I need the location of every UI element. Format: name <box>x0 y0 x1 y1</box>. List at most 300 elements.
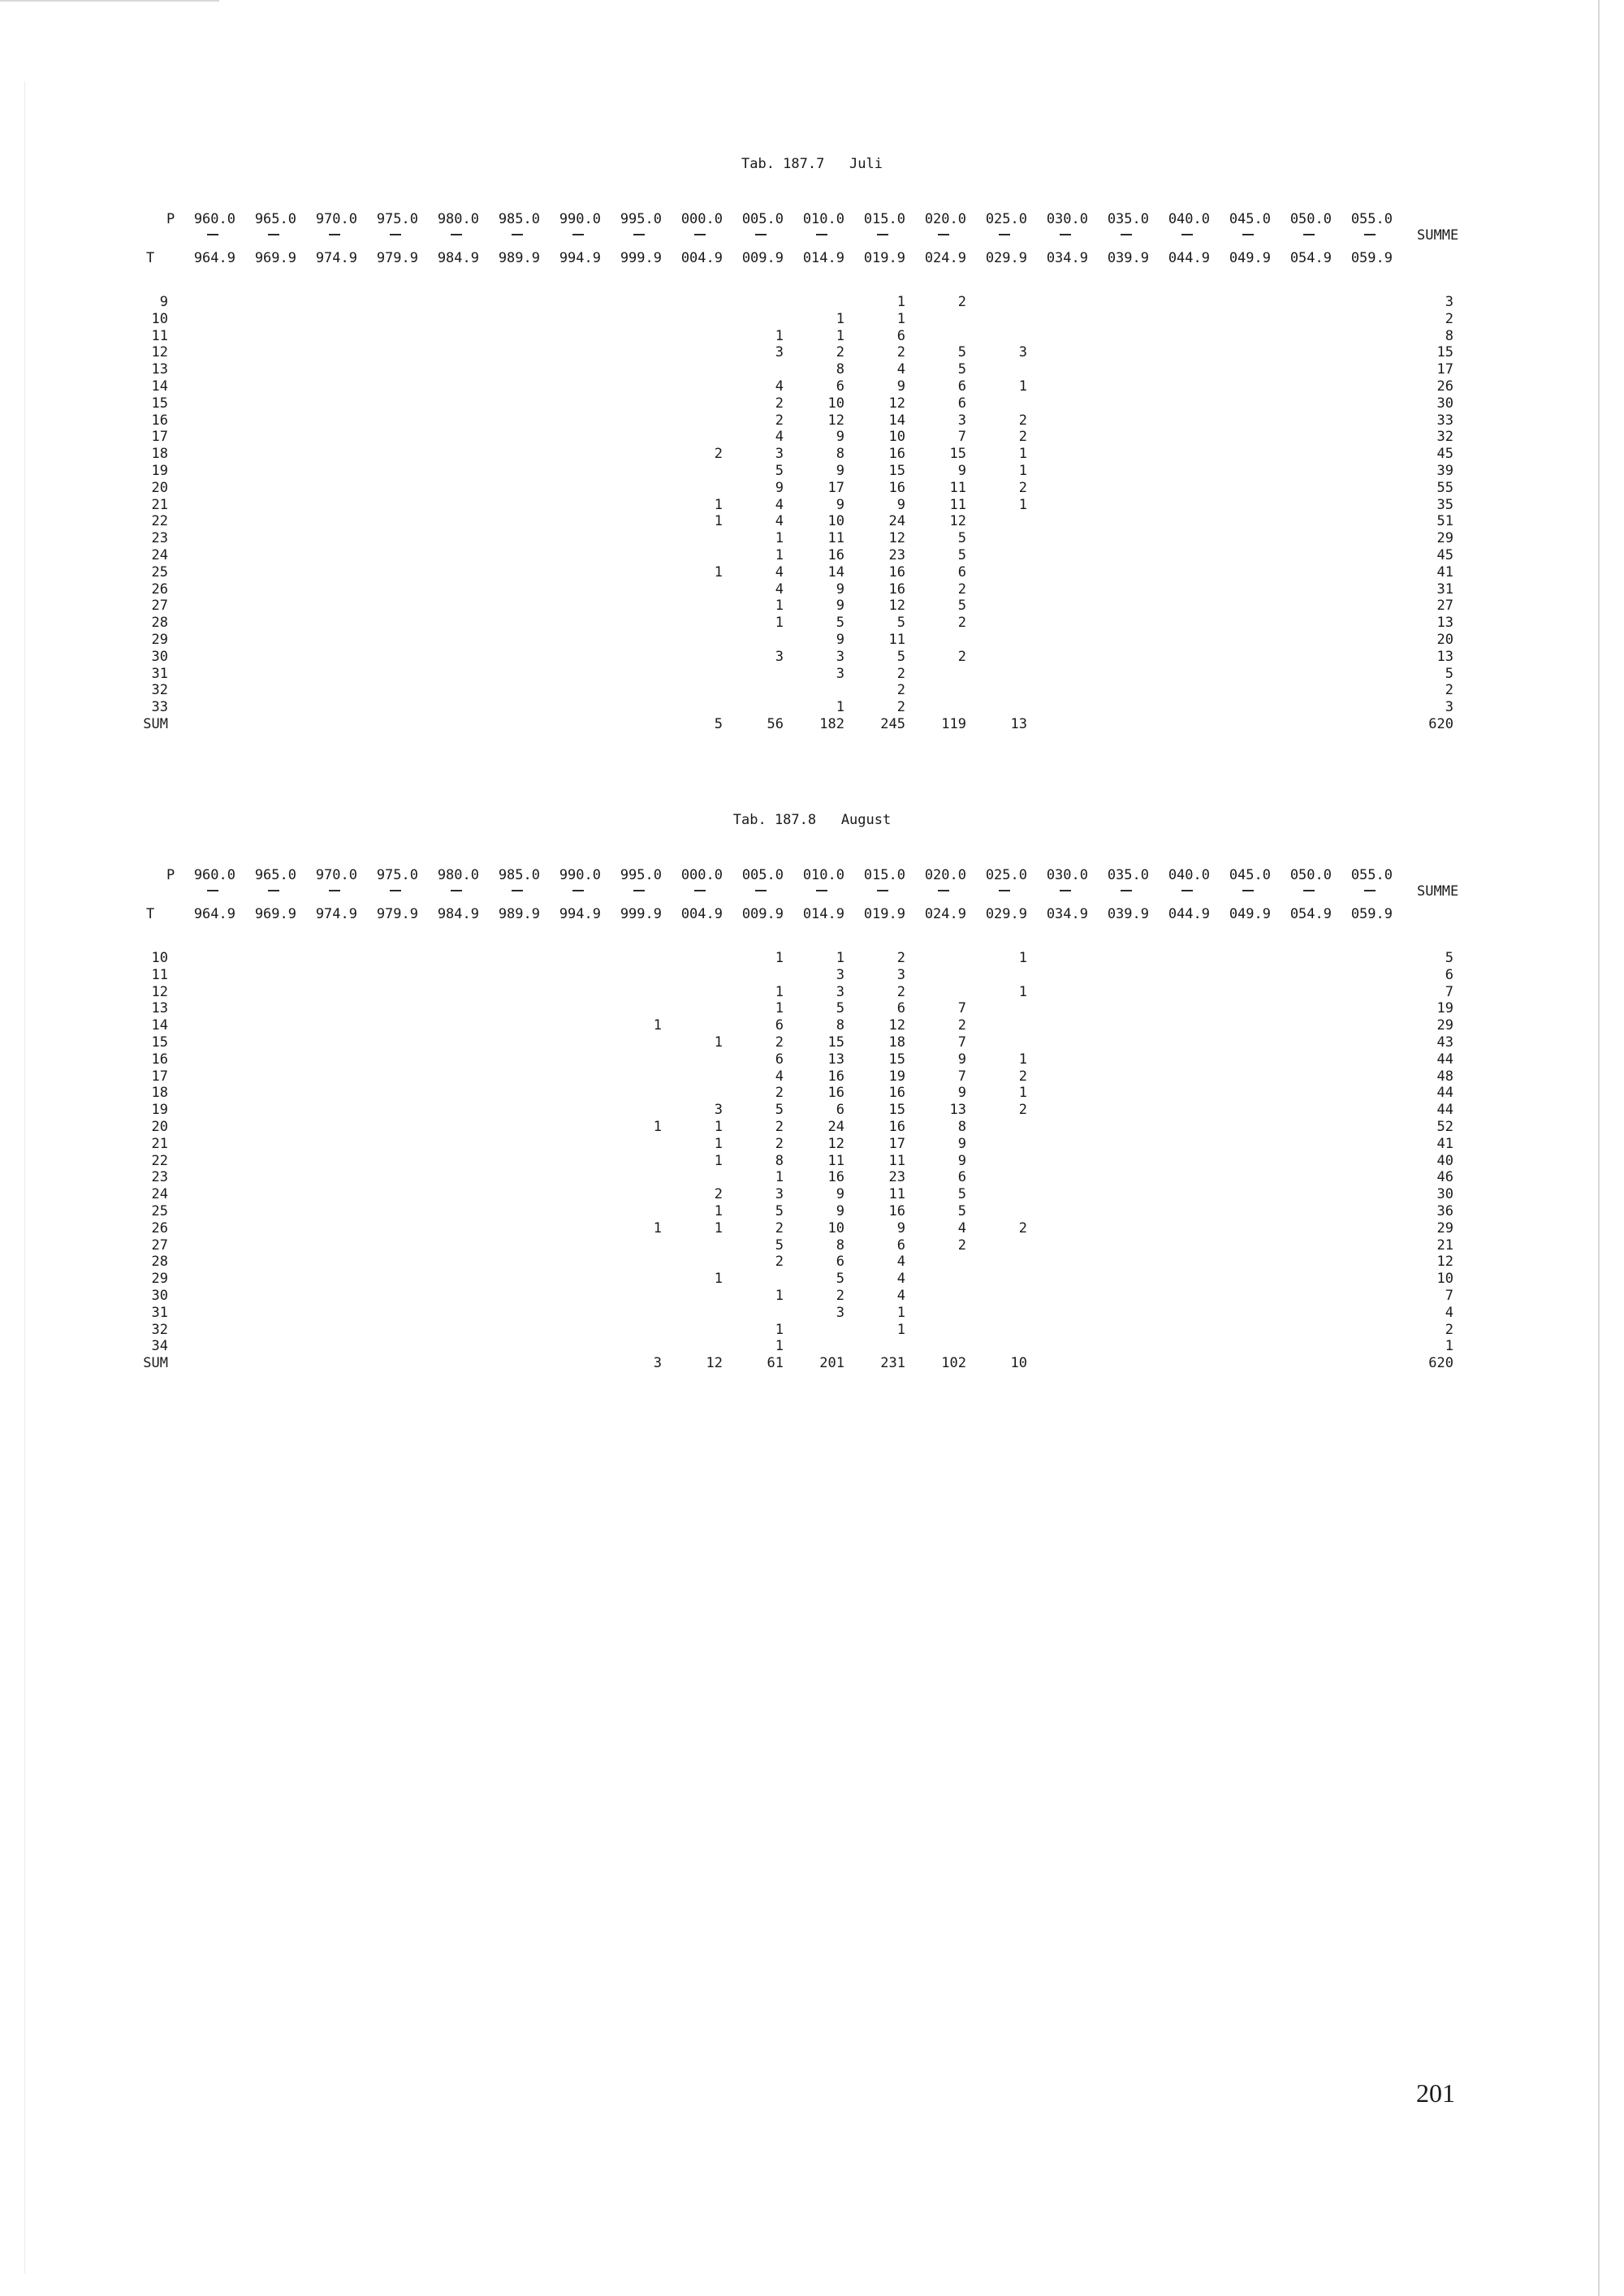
row-sum: 32 <box>1436 429 1453 445</box>
table-cell: 1 <box>653 1017 662 1034</box>
table-cell: 2 <box>775 1220 784 1236</box>
table-cell: 12 <box>827 1136 844 1152</box>
row-t-label: 32 <box>151 1322 168 1338</box>
table-cell: 11 <box>949 480 966 496</box>
table-cell: 1 <box>896 294 905 310</box>
t-value: 054.9 <box>1289 906 1332 922</box>
p-value: 985.0 <box>498 867 540 883</box>
row-t-label: 17 <box>151 429 168 445</box>
table-cell: 2 <box>896 666 905 682</box>
row-sum: 31 <box>1436 581 1453 598</box>
p-value: 035.0 <box>1107 211 1149 227</box>
header-dash <box>633 234 645 235</box>
t-value: 964.9 <box>193 906 235 922</box>
row-sum: 52 <box>1436 1119 1453 1135</box>
t-value: 009.9 <box>741 906 784 922</box>
row-t-label: 11 <box>151 328 168 344</box>
table-cell: 119 <box>941 716 966 732</box>
row-sum: 10 <box>1436 1271 1453 1287</box>
header-dash <box>268 890 279 891</box>
table-cell: 9 <box>957 1136 966 1152</box>
row-sum: 2 <box>1445 682 1453 698</box>
table-cell: 2 <box>1018 1068 1027 1085</box>
row-sum: 44 <box>1436 1102 1453 1118</box>
row-t-label: 27 <box>151 1237 168 1254</box>
header-dash <box>1303 890 1315 891</box>
header-dash <box>1303 234 1315 235</box>
table-cell: 5 <box>836 1271 844 1287</box>
table-cell: 201 <box>819 1355 844 1371</box>
table-cell: 3 <box>653 1355 662 1371</box>
table-cell: 5 <box>714 716 723 732</box>
table-cell: 7 <box>957 1068 966 1085</box>
table-cell: 102 <box>941 1355 966 1371</box>
table-cell: 1 <box>1018 497 1027 513</box>
p-value: 985.0 <box>498 211 540 227</box>
table-cell: 11 <box>888 632 905 648</box>
row-t-label: 16 <box>151 412 168 429</box>
table-cell: 1 <box>836 311 844 327</box>
row-t-label: 22 <box>151 513 168 529</box>
table-cell: 3 <box>714 1102 723 1118</box>
t-value: 989.9 <box>498 906 540 922</box>
table-cell: 7 <box>957 1034 966 1051</box>
p-value: 995.0 <box>620 867 662 883</box>
row-t-label: 20 <box>151 480 168 496</box>
row-t-label: 25 <box>151 1203 168 1219</box>
table-cell: 15 <box>888 1102 905 1118</box>
row-t-label: SUM <box>143 1355 168 1371</box>
header-dash <box>390 234 401 235</box>
header-dash <box>572 234 584 235</box>
t-label: T <box>146 906 155 922</box>
table-cell: 15 <box>888 1051 905 1068</box>
table-cell: 5 <box>896 615 905 631</box>
table-cell: 2 <box>714 1186 723 1202</box>
table-cell: 1 <box>1018 378 1027 395</box>
table-cell: 12 <box>827 412 844 429</box>
row-sum: 19 <box>1436 1000 1453 1016</box>
header-dash <box>207 890 218 891</box>
table-cell: 8 <box>957 1119 966 1135</box>
row-t-label: 9 <box>159 294 168 310</box>
p-value: 015.0 <box>863 211 905 227</box>
row-sum: 30 <box>1436 1186 1453 1202</box>
table-cell: 5 <box>775 1102 784 1118</box>
table-cell: 17 <box>827 480 844 496</box>
table-cell: 9 <box>775 480 784 496</box>
table-cell: 3 <box>775 344 784 360</box>
table-cell: 4 <box>896 1288 905 1304</box>
row-t-label: 14 <box>151 1017 168 1034</box>
p-label: P <box>166 867 175 883</box>
table-cell: 2 <box>957 1237 966 1254</box>
table-cell: 16 <box>827 1085 844 1101</box>
table-cell: 1 <box>1018 984 1027 1000</box>
table-cell: 2 <box>896 984 905 1000</box>
table-cell: 1 <box>714 1136 723 1152</box>
row-sum: 2 <box>1445 311 1453 327</box>
table-cell: 5 <box>775 1203 784 1219</box>
p-value: 040.0 <box>1168 867 1210 883</box>
row-sum: 41 <box>1436 1136 1453 1152</box>
row-t-label: 15 <box>151 395 168 412</box>
row-sum: 7 <box>1445 1288 1453 1304</box>
table-cell: 4 <box>957 1220 966 1236</box>
table-cell: 6 <box>775 1017 784 1034</box>
row-t-label: 31 <box>151 1305 168 1321</box>
table-cell: 15 <box>949 446 966 462</box>
table-cell: 1 <box>1018 446 1027 462</box>
table-cell: 1 <box>1018 950 1027 966</box>
row-t-label: 12 <box>151 344 168 360</box>
header-dash <box>1060 890 1071 891</box>
table-cell: 1 <box>775 547 784 563</box>
row-sum: 20 <box>1436 632 1453 648</box>
table-cell: 13 <box>1010 716 1027 732</box>
table-cell: 9 <box>836 598 844 614</box>
row-t-label: 10 <box>151 311 168 327</box>
header-dash <box>390 890 401 891</box>
row-sum: 39 <box>1436 463 1453 479</box>
table-cell: 9 <box>836 632 844 648</box>
p-value: 015.0 <box>863 867 905 883</box>
row-t-label: 16 <box>151 1051 168 1068</box>
table-cell: 5 <box>957 598 966 614</box>
header-dash <box>877 890 888 891</box>
summe-label: SUMME <box>1417 883 1459 900</box>
header-dash <box>1364 234 1376 235</box>
p-value: 045.0 <box>1229 211 1271 227</box>
header-dash <box>877 234 888 235</box>
header-dash <box>207 234 218 235</box>
header-dash <box>938 234 949 235</box>
row-sum: 33 <box>1436 412 1453 429</box>
p-value: 025.0 <box>985 211 1027 227</box>
table-cell: 18 <box>888 1034 905 1051</box>
row-sum: 29 <box>1436 1017 1453 1034</box>
table-cell: 2 <box>1018 412 1027 429</box>
table-cell: 1 <box>1018 1051 1027 1068</box>
table-cell: 9 <box>957 463 966 479</box>
table-cell: 4 <box>896 1254 905 1270</box>
header-dash <box>512 890 523 891</box>
header-dash <box>329 890 340 891</box>
header-dash <box>633 890 645 891</box>
header-dash <box>999 890 1010 891</box>
t-value: 049.9 <box>1229 906 1271 922</box>
table-cell: 2 <box>896 344 905 360</box>
table-cell: 9 <box>896 497 905 513</box>
row-t-label: 19 <box>151 1102 168 1118</box>
table-cell: 8 <box>775 1153 784 1169</box>
table-cell: 12 <box>949 513 966 529</box>
table-cell: 10 <box>1010 1355 1027 1371</box>
row-t-label: 24 <box>151 547 168 563</box>
row-t-label: 23 <box>151 530 168 546</box>
table-cell: 14 <box>888 412 905 429</box>
header-dash <box>1242 890 1254 891</box>
t-value: 999.9 <box>620 906 662 922</box>
table-cell: 10 <box>827 513 844 529</box>
scan-edge-right <box>1598 0 1600 2296</box>
t-value: 974.9 <box>315 906 357 922</box>
table-cell: 16 <box>888 446 905 462</box>
table-cell: 8 <box>836 446 844 462</box>
row-sum: 26 <box>1436 378 1453 395</box>
table-cell: 5 <box>836 615 844 631</box>
row-sum: 27 <box>1436 598 1453 614</box>
row-t-label: 28 <box>151 615 168 631</box>
t-value: 039.9 <box>1107 250 1149 266</box>
t-value: 004.9 <box>680 906 723 922</box>
table-cell: 8 <box>836 1017 844 1034</box>
header-dash <box>816 234 827 235</box>
t-value: 994.9 <box>559 250 601 266</box>
row-t-label: 23 <box>151 1169 168 1185</box>
p-value: 960.0 <box>193 867 235 883</box>
header-dash <box>816 890 827 891</box>
table-cell: 16 <box>888 480 905 496</box>
table-cell: 3 <box>896 967 905 983</box>
p-value: 965.0 <box>254 867 296 883</box>
row-sum: 4 <box>1445 1305 1453 1321</box>
table-cell: 1 <box>714 1119 723 1135</box>
p-value: 990.0 <box>559 211 601 227</box>
t-value: 979.9 <box>376 906 418 922</box>
table-cell: 9 <box>957 1085 966 1101</box>
p-value: 050.0 <box>1289 211 1332 227</box>
table-cell: 2 <box>896 682 905 698</box>
table-cell: 12 <box>706 1355 723 1371</box>
summe-label: SUMME <box>1417 227 1459 244</box>
table-cell: 2 <box>1018 429 1027 445</box>
table-cell: 23 <box>888 547 905 563</box>
row-t-label: 29 <box>151 632 168 648</box>
table-cell: 24 <box>827 1119 844 1135</box>
page-number: 201 <box>1416 2078 1455 2108</box>
table-cell: 2 <box>1018 480 1027 496</box>
table-cell: 16 <box>888 1203 905 1219</box>
row-sum: 6 <box>1445 967 1453 983</box>
p-value: 005.0 <box>741 867 784 883</box>
row-sum: 3 <box>1445 699 1453 715</box>
table-cell: 2 <box>1018 1102 1027 1118</box>
table-cell: 1 <box>775 328 784 344</box>
header-dash <box>938 890 949 891</box>
p-value: 980.0 <box>437 867 479 883</box>
table-cell: 1 <box>896 1305 905 1321</box>
table-cell: 15 <box>888 463 905 479</box>
t-value: 019.9 <box>863 906 905 922</box>
row-sum: 30 <box>1436 395 1453 412</box>
row-t-label: 28 <box>151 1254 168 1270</box>
table-cell: 9 <box>896 378 905 395</box>
p-value: 010.0 <box>802 867 844 883</box>
row-t-label: 18 <box>151 446 168 462</box>
row-sum: 48 <box>1436 1068 1453 1085</box>
p-value: 040.0 <box>1168 211 1210 227</box>
row-sum: 620 <box>1428 1355 1453 1371</box>
table-cell: 3 <box>775 446 784 462</box>
row-t-label: 25 <box>151 564 168 580</box>
table-cell: 10 <box>827 395 844 412</box>
table-cell: 4 <box>896 361 905 378</box>
table-cell: 2 <box>957 581 966 598</box>
t-value: 969.9 <box>254 906 296 922</box>
table-cell: 2 <box>836 344 844 360</box>
row-sum: 13 <box>1436 649 1453 665</box>
table-cell: 12 <box>888 395 905 412</box>
table-cell: 6 <box>836 1254 844 1270</box>
table-cell: 4 <box>775 513 784 529</box>
header-dash <box>329 234 340 235</box>
table-cell: 23 <box>888 1169 905 1185</box>
table-cell: 1 <box>1018 463 1027 479</box>
row-sum: 8 <box>1445 328 1453 344</box>
row-sum: 7 <box>1445 984 1453 1000</box>
table-cell: 9 <box>836 1186 844 1202</box>
t-value: 964.9 <box>193 250 235 266</box>
table-cell: 6 <box>896 328 905 344</box>
row-t-label: 24 <box>151 1186 168 1202</box>
t-value: 024.9 <box>924 906 966 922</box>
table-cell: 13 <box>949 1102 966 1118</box>
t-value: 004.9 <box>680 250 723 266</box>
row-sum: 5 <box>1445 950 1453 966</box>
header-dash <box>999 234 1010 235</box>
row-sum: 13 <box>1436 615 1453 631</box>
table-cell: 9 <box>836 497 844 513</box>
p-value: 990.0 <box>559 867 601 883</box>
table-cell: 5 <box>957 1186 966 1202</box>
row-sum: 41 <box>1436 564 1453 580</box>
row-sum: 21 <box>1436 1237 1453 1254</box>
table-cell: 231 <box>880 1355 905 1371</box>
t-value: 039.9 <box>1107 906 1149 922</box>
table-cell: 1 <box>775 530 784 546</box>
table-cell: 2 <box>775 395 784 412</box>
table-cell: 6 <box>957 1169 966 1185</box>
p-value: 970.0 <box>315 867 357 883</box>
row-t-label: 32 <box>151 682 168 698</box>
row-t-label: 26 <box>151 581 168 598</box>
table-cell: 1 <box>775 1338 784 1354</box>
scan-edge-top <box>0 0 219 2</box>
header-dash <box>755 234 767 235</box>
table-cell: 24 <box>888 513 905 529</box>
table-cell: 6 <box>836 378 844 395</box>
t-value: 009.9 <box>741 250 784 266</box>
table-cell: 11 <box>888 1153 905 1169</box>
table-cell: 5 <box>775 1237 784 1254</box>
header-dash <box>451 234 462 235</box>
table-cell: 11 <box>827 530 844 546</box>
table-cell: 2 <box>775 1254 784 1270</box>
table-cell: 2 <box>1018 1220 1027 1236</box>
table-cell: 1 <box>775 950 784 966</box>
table-cell: 12 <box>888 530 905 546</box>
table-cell: 12 <box>888 598 905 614</box>
table-cell: 5 <box>957 1203 966 1219</box>
row-t-label: 12 <box>151 984 168 1000</box>
table-cell: 8 <box>836 361 844 378</box>
table-cell: 12 <box>888 1017 905 1034</box>
row-t-label: 19 <box>151 463 168 479</box>
table-cell: 11 <box>949 497 966 513</box>
row-sum: 620 <box>1428 716 1453 732</box>
table-cell: 182 <box>819 716 844 732</box>
t-value: 014.9 <box>802 250 844 266</box>
table-cell: 2 <box>775 1085 784 1101</box>
p-value: 035.0 <box>1107 867 1149 883</box>
row-sum: 3 <box>1445 294 1453 310</box>
t-value: 044.9 <box>1168 250 1210 266</box>
table-cell: 4 <box>775 1068 784 1085</box>
table-cell: 5 <box>957 344 966 360</box>
row-sum: 2 <box>1445 1322 1453 1338</box>
table-cell: 6 <box>957 564 966 580</box>
table-cell: 5 <box>957 547 966 563</box>
t-value: 044.9 <box>1168 906 1210 922</box>
p-value: 050.0 <box>1289 867 1332 883</box>
t-value: 999.9 <box>620 250 662 266</box>
table-cell: 8 <box>836 1237 844 1254</box>
table-cell: 1 <box>714 1034 723 1051</box>
row-t-label: 14 <box>151 378 168 395</box>
table-cell: 9 <box>836 1203 844 1219</box>
table-cell: 3 <box>836 649 844 665</box>
t-value: 029.9 <box>985 250 1027 266</box>
table-cell: 1 <box>836 699 844 715</box>
p-value: 980.0 <box>437 211 479 227</box>
t-value: 019.9 <box>863 250 905 266</box>
table-cell: 3 <box>836 967 844 983</box>
table-cell: 16 <box>888 564 905 580</box>
t-value: 029.9 <box>985 906 1027 922</box>
table-cell: 9 <box>836 463 844 479</box>
row-sum: 44 <box>1436 1085 1453 1101</box>
table-cell: 16 <box>827 1068 844 1085</box>
row-sum: 51 <box>1436 513 1453 529</box>
p-value: 995.0 <box>620 211 662 227</box>
t-value: 034.9 <box>1046 250 1088 266</box>
row-t-label: 18 <box>151 1085 168 1101</box>
p-value: 970.0 <box>315 211 357 227</box>
table-cell: 2 <box>957 615 966 631</box>
row-sum: 45 <box>1436 547 1453 563</box>
table-cell: 1 <box>653 1119 662 1135</box>
row-t-label: 34 <box>151 1338 168 1354</box>
row-t-label: 29 <box>151 1271 168 1287</box>
p-value: 010.0 <box>802 211 844 227</box>
table-cell: 1 <box>775 1322 784 1338</box>
table-cell: 4 <box>775 564 784 580</box>
t-value: 014.9 <box>802 906 844 922</box>
table-title: Tab. 187.8 August <box>732 812 892 828</box>
row-t-label: 31 <box>151 666 168 682</box>
p-value: 055.0 <box>1350 211 1393 227</box>
row-sum: 1 <box>1445 1338 1453 1354</box>
table-cell: 5 <box>836 1000 844 1016</box>
table-cell: 9 <box>836 429 844 445</box>
row-t-label: 33 <box>151 699 168 715</box>
table-cell: 4 <box>775 378 784 395</box>
table-cell: 56 <box>767 716 784 732</box>
table-cell: 3 <box>775 1186 784 1202</box>
table-cell: 9 <box>957 1153 966 1169</box>
row-sum: 17 <box>1436 361 1453 378</box>
